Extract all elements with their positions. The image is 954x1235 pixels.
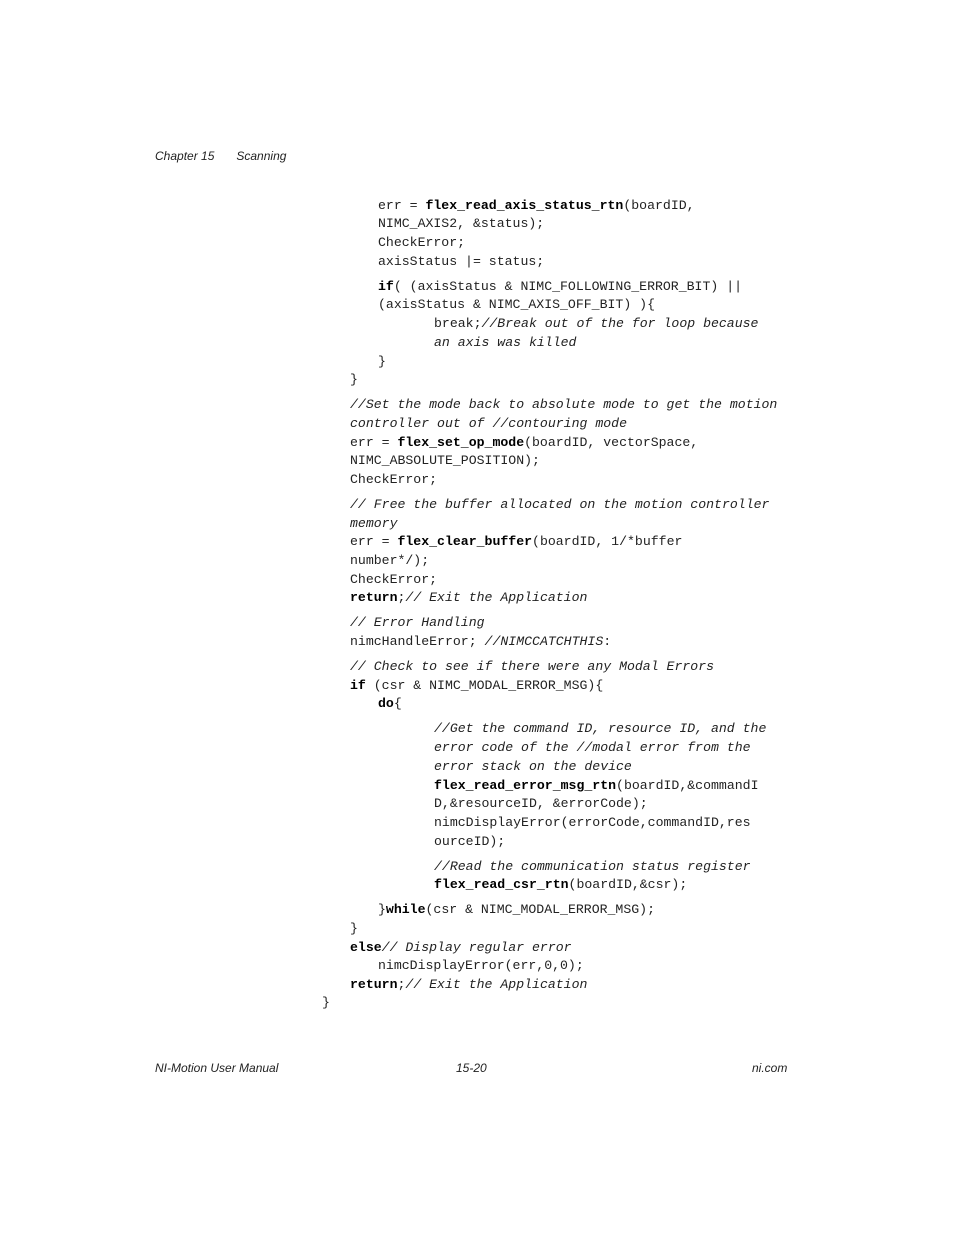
code-line [350, 977, 587, 993]
code-text: (csr & NIMC_MODAL_ERROR_MSG); [425, 902, 655, 917]
code-line [378, 198, 695, 214]
code-line [434, 796, 648, 812]
code-comment: //Break out of the for loop because [481, 316, 759, 331]
code-keyword: flex_read_csr_rtn [434, 877, 569, 892]
code-line [378, 216, 544, 232]
code-comment: // Check to see if there were any Modal Errors [350, 659, 715, 674]
code-comment: error code of the //modal error from the [434, 740, 751, 755]
code-text: } [378, 354, 386, 369]
code-comment: // Exit the Application [405, 977, 588, 992]
code-line [350, 516, 397, 532]
section-label: Scanning [236, 149, 287, 163]
code-line [350, 659, 714, 675]
code-keyword: do [378, 696, 394, 711]
code-text: NIMC_ABSOLUTE_POSITION); [350, 453, 540, 468]
code-text: ourceID); [434, 834, 506, 849]
code-keyword: if [378, 279, 394, 294]
code-keyword: return [350, 977, 398, 992]
code-line [350, 940, 572, 956]
code-text: err = [378, 198, 426, 213]
code-keyword: while [385, 902, 426, 917]
code-line [350, 416, 627, 432]
footer-website: ni.com [752, 1061, 788, 1075]
code-line [350, 590, 587, 606]
footer-manual-title: NI-Motion User Manual [155, 1061, 279, 1075]
code-line [434, 759, 632, 775]
code-line [350, 572, 437, 588]
code-comment: //Read the communication status register [434, 859, 751, 874]
code-text: CheckError; [350, 472, 438, 487]
code-line [378, 902, 655, 918]
code-text: CheckError; [350, 572, 438, 587]
code-line [322, 995, 330, 1011]
code-line [378, 354, 386, 370]
code-line [350, 634, 611, 650]
code-line [378, 958, 584, 974]
code-line [434, 316, 758, 332]
code-keyword: flex_read_axis_status_rtn [425, 198, 624, 213]
code-keyword: flex_read_error_msg_rtn [434, 778, 617, 793]
code-text: D,&resourceID, &errorCode); [434, 796, 648, 811]
code-keyword: flex_clear_buffer [397, 534, 533, 549]
code-line [434, 859, 751, 875]
code-comment: //Set the mode back to absolute mode to get the motion [350, 397, 778, 412]
code-text: ; [397, 590, 406, 605]
code-text: nimcHandleError; [350, 634, 485, 649]
footer-page-number: 15-20 [456, 1061, 487, 1075]
running-header [155, 149, 286, 163]
code-text: ( (axisStatus & NIMC_FOLLOWING_ERROR_BIT) || [393, 279, 743, 294]
code-comment: // Free the buffer allocated on the motion controller [350, 497, 770, 512]
code-comment: an axis was killed [434, 335, 577, 350]
code-line [350, 397, 777, 413]
code-text: (boardID, [623, 198, 695, 213]
code-line [434, 815, 751, 831]
code-text: } [378, 902, 386, 917]
code-line [378, 297, 655, 313]
code-line [378, 235, 465, 251]
code-line [434, 335, 576, 351]
code-keyword: return [350, 590, 398, 605]
code-comment: memory [350, 516, 398, 531]
code-line [350, 553, 429, 569]
code-line [350, 921, 358, 937]
code-line [378, 696, 402, 712]
code-text: } [322, 995, 330, 1010]
code-line [434, 740, 751, 756]
code-line [350, 435, 698, 451]
code-text: err = [350, 435, 398, 450]
code-text: (boardID,&commandI [616, 778, 759, 793]
code-text: CheckError; [378, 235, 466, 250]
code-line [350, 472, 437, 488]
code-line [350, 453, 540, 469]
chapter-label: Chapter 15 [155, 149, 215, 163]
code-comment: controller out of //contouring mode [350, 416, 627, 431]
code-text: (boardID, vectorSpace, [524, 435, 699, 450]
code-line [350, 497, 769, 513]
code-line [378, 279, 742, 295]
code-line [434, 778, 758, 794]
code-text: axisStatus |= status; [378, 254, 545, 269]
code-comment: // Display regular error [381, 940, 572, 955]
code-keyword: flex_set_op_mode [397, 435, 525, 450]
code-text: break; [434, 316, 482, 331]
code-line [350, 534, 682, 550]
code-text: (boardID,&csr); [568, 877, 688, 892]
code-text: err = [350, 534, 398, 549]
code-text: (csr & NIMC_MODAL_ERROR_MSG){ [365, 678, 604, 693]
code-comment: //NIMCCATCHTHIS [484, 634, 604, 649]
code-comment: error stack on the device [434, 759, 632, 774]
code-line [378, 254, 544, 270]
code-text: number*/); [350, 553, 430, 568]
code-line [350, 615, 485, 631]
code-text: ; [397, 977, 406, 992]
code-text: { [393, 696, 402, 711]
code-line [434, 834, 505, 850]
code-comment: // Exit the Application [405, 590, 588, 605]
code-keyword: else [350, 940, 382, 955]
code-line [434, 721, 766, 737]
code-line [434, 877, 687, 893]
code-text: } [350, 921, 358, 936]
code-line [350, 372, 358, 388]
code-text: } [350, 372, 358, 387]
code-text: NIMC_AXIS2, &status); [378, 216, 545, 231]
code-text: : [603, 634, 612, 649]
code-keyword: if [350, 678, 366, 693]
code-comment: // Error Handling [350, 615, 485, 630]
code-line [350, 678, 603, 694]
code-text: nimcDisplayError(errorCode,commandID,res [434, 815, 751, 830]
code-text: nimcDisplayError(err,0,0); [378, 958, 584, 973]
code-text: (axisStatus & NIMC_AXIS_OFF_BIT) ){ [378, 297, 655, 312]
code-text: (boardID, 1/*buffer [532, 534, 683, 549]
code-comment: //Get the command ID, resource ID, and the [434, 721, 767, 736]
